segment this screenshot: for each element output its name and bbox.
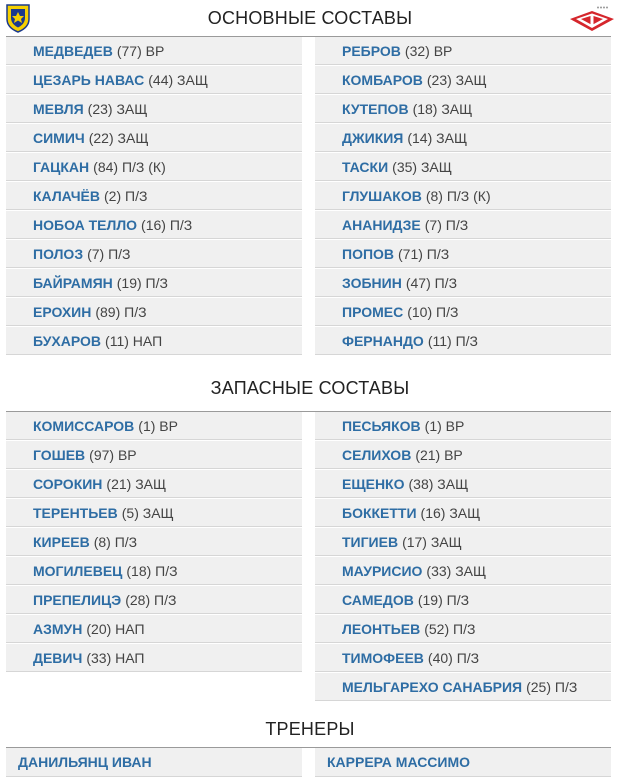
section-title-subs: ЗАПАСНЫЕ СОСТАВЫ	[210, 378, 410, 398]
player-info: (8) П/З (К)	[425, 187, 491, 204]
away-starting-list	[315, 37, 611, 356]
coach-row[interactable]	[6, 748, 302, 777]
player-name[interactable]: СЕЛИХОВ	[342, 446, 412, 463]
player-row[interactable]	[315, 586, 611, 614]
player-info: (32) ВР	[404, 42, 453, 59]
player-info: (21) ЗАЩ	[106, 475, 167, 492]
away-subs-list	[315, 412, 611, 702]
player-info: (97) ВР	[89, 446, 137, 463]
player-name[interactable]: ГАЦКАН	[33, 158, 90, 175]
player-row[interactable]	[6, 586, 302, 614]
player-row[interactable]	[315, 528, 611, 556]
player-row[interactable]	[6, 95, 302, 123]
player-row[interactable]	[6, 182, 302, 210]
player-row[interactable]	[6, 615, 302, 643]
player-row[interactable]	[315, 327, 611, 355]
home-subs-list	[6, 412, 302, 673]
player-info: (1) ВР	[138, 417, 178, 434]
player-info: (40) П/З	[427, 649, 480, 666]
player-name[interactable]: ТИГИЕВ	[342, 533, 399, 550]
subs-header	[0, 362, 620, 412]
player-name[interactable]: ЗОБНИН	[342, 274, 402, 291]
coach-name[interactable]: КАРРЕРА МАССИМО	[327, 754, 471, 770]
player-row[interactable]	[6, 557, 302, 585]
player-info: (52) П/З	[424, 620, 476, 637]
player-name[interactable]: МЕВЛЯ	[33, 100, 84, 117]
player-row[interactable]	[315, 124, 611, 152]
player-row[interactable]	[315, 470, 611, 498]
player-info: (21) ВР	[415, 446, 463, 463]
player-name[interactable]: ТЕРЕНТЬЕВ	[33, 504, 118, 521]
coach-row[interactable]	[315, 748, 611, 777]
player-row[interactable]	[315, 298, 611, 326]
player-row[interactable]	[315, 182, 611, 210]
player-info: (84) П/З (К)	[93, 158, 166, 175]
player-name[interactable]: ГОШЕВ	[33, 446, 86, 463]
player-name[interactable]: ЕЩЕНКО	[342, 475, 405, 492]
player-name[interactable]: ПОПОВ	[342, 245, 395, 262]
player-info: (10) П/З	[407, 303, 459, 320]
section-title-coaches: ТРЕНЕРЫ	[265, 719, 355, 739]
player-info: (33) ЗАЩ	[426, 562, 487, 579]
player-row[interactable]	[315, 240, 611, 268]
player-info: (11) НАП	[105, 332, 163, 349]
player-name[interactable]: КОМБАРОВ	[342, 71, 423, 88]
player-info: (44) ЗАЩ	[148, 71, 208, 88]
player-info: (7) П/З	[424, 216, 469, 233]
player-name[interactable]: ДЖИКИЯ	[342, 129, 404, 146]
player-name[interactable]: БОККЕТТИ	[342, 504, 417, 521]
player-row[interactable]	[315, 644, 611, 672]
player-info: (7) П/З	[87, 245, 131, 262]
player-name[interactable]: МОГИЛЕВЕЦ	[33, 562, 123, 579]
player-row[interactable]	[6, 37, 302, 65]
player-name[interactable]: РЕБРОВ	[342, 42, 401, 59]
player-row[interactable]	[6, 66, 302, 94]
player-info: (47) П/З	[405, 274, 458, 291]
player-name[interactable]: КУТЕПОВ	[342, 100, 409, 117]
player-row[interactable]	[315, 499, 611, 527]
player-name[interactable]: БУХАРОВ	[33, 332, 102, 349]
player-row[interactable]	[315, 673, 611, 701]
player-row[interactable]	[6, 412, 302, 440]
player-info: (89) П/З	[95, 303, 147, 320]
coaches-header	[0, 707, 620, 748]
player-info: (77) ВР	[116, 42, 165, 59]
player-info: (11) П/З	[427, 332, 478, 349]
player-info: (25) П/З	[526, 678, 578, 695]
player-info: (8) П/З	[93, 533, 138, 550]
player-name[interactable]: БАЙРАМЯН	[33, 274, 113, 291]
player-name[interactable]: КИРЕЕВ	[33, 533, 90, 550]
coach-name[interactable]: ДАНИЛЬЯНЦ ИВАН	[18, 754, 152, 770]
player-row[interactable]	[6, 441, 302, 469]
player-info: (17) ЗАЩ	[402, 533, 462, 550]
player-row[interactable]	[315, 211, 611, 239]
player-info: (1) ВР	[424, 417, 465, 434]
player-info: (18) П/З	[126, 562, 178, 579]
player-info: (19) П/З	[417, 591, 470, 608]
player-name[interactable]: СОРОКИН	[33, 475, 103, 492]
player-name[interactable]: МЕЛЬГАРЕХО САНАБРИЯ	[342, 678, 523, 695]
starting-lineups	[0, 37, 620, 362]
player-row[interactable]	[6, 211, 302, 239]
player-name[interactable]: КАЛАЧЁВ	[33, 187, 101, 204]
player-name[interactable]: ПЕСЬЯКОВ	[342, 417, 421, 434]
player-row[interactable]	[6, 470, 302, 498]
player-info: (14) ЗАЩ	[407, 129, 468, 146]
player-row[interactable]	[315, 441, 611, 469]
player-row[interactable]	[6, 269, 302, 297]
player-name[interactable]: АНАНИДЗЕ	[342, 216, 421, 233]
section-title-starting: ОСНОВНЫЕ СОСТАВЫ	[207, 8, 413, 28]
player-row[interactable]	[315, 153, 611, 181]
player-row[interactable]	[6, 644, 302, 672]
away-coach	[315, 748, 611, 778]
player-info: (5) ЗАЩ	[121, 504, 174, 521]
player-name[interactable]: ПРЕПЕЛИЦЭ	[33, 591, 122, 608]
player-name[interactable]: КОМИССАРОВ	[33, 417, 135, 434]
player-info: (35) ЗАЩ	[392, 158, 452, 175]
player-row[interactable]	[315, 66, 611, 94]
player-info: (22) ЗАЩ	[88, 129, 149, 146]
player-info: (16) П/З	[141, 216, 193, 233]
starting-header	[0, 0, 620, 37]
player-info: (23) ЗАЩ	[87, 100, 148, 117]
player-info: (23) ЗАЩ	[426, 71, 487, 88]
player-name[interactable]: САМЕДОВ	[342, 591, 414, 608]
player-name[interactable]: ГЛУШАКОВ	[342, 187, 422, 204]
player-info: (33) НАП	[86, 649, 145, 666]
player-row[interactable]	[6, 528, 302, 556]
player-row[interactable]	[6, 499, 302, 527]
player-row[interactable]	[315, 37, 611, 65]
player-name[interactable]: ЕРОХИН	[33, 303, 92, 320]
player-row[interactable]	[6, 327, 302, 355]
player-name[interactable]: СИМИЧ	[33, 129, 85, 146]
coaches	[0, 748, 620, 781]
player-info: (71) П/З	[398, 245, 450, 262]
player-name[interactable]: ПРОМЕС	[342, 303, 404, 320]
player-info: (28) П/З	[125, 591, 177, 608]
player-name[interactable]: ТАСКИ	[342, 158, 389, 175]
spartak-crest-icon[interactable]	[568, 5, 616, 33]
player-name[interactable]: ФЕРНАНДО	[342, 332, 424, 349]
player-info: (16) ЗАЩ	[420, 504, 481, 521]
player-info: (38) ЗАЩ	[408, 475, 469, 492]
player-row[interactable]	[6, 153, 302, 181]
player-name[interactable]: МЕДВЕДЕВ	[33, 42, 113, 59]
player-row[interactable]	[315, 557, 611, 585]
player-info: (19) П/З	[116, 274, 168, 291]
home-coach	[6, 748, 302, 778]
substitute-lineups	[0, 412, 620, 707]
player-info: (2) П/З	[104, 187, 148, 204]
player-info: (18) ЗАЩ	[412, 100, 473, 117]
home-starting-list	[6, 37, 302, 356]
player-row[interactable]	[315, 269, 611, 297]
player-name[interactable]: НОБОА ТЕЛЛО	[33, 216, 138, 233]
player-name[interactable]: ПОЛОЗ	[33, 245, 84, 262]
player-name[interactable]: ЦЕЗАРЬ НАВАС	[33, 71, 145, 88]
player-name[interactable]: ДЕВИЧ	[33, 649, 83, 666]
player-name[interactable]: МАУРИСИО	[342, 562, 423, 579]
player-row[interactable]	[6, 298, 302, 326]
player-row[interactable]	[315, 412, 611, 440]
player-row[interactable]	[315, 95, 611, 123]
player-name[interactable]: ЛЕОНТЬЕВ	[342, 620, 421, 637]
player-row[interactable]	[6, 124, 302, 152]
player-name[interactable]: АЗМУН	[33, 620, 83, 637]
player-row[interactable]	[315, 615, 611, 643]
player-info: (20) НАП	[86, 620, 145, 637]
player-row[interactable]	[6, 240, 302, 268]
player-name[interactable]: ТИМОФЕЕВ	[342, 649, 424, 666]
